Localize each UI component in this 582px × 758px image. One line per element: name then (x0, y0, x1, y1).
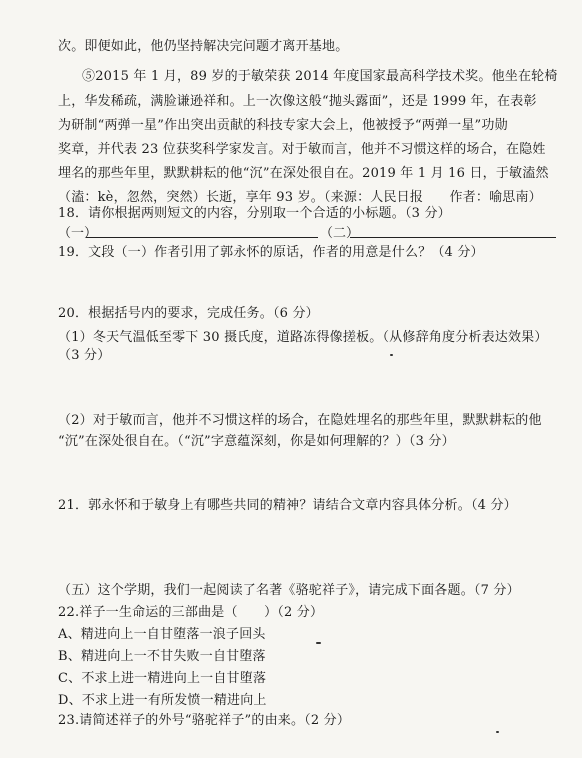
scan-speck (390, 354, 393, 356)
q22-option-b: B、精进向上一不甘失败一自甘堕落 (58, 649, 266, 664)
question-21: 21．郭永怀和于敏身上有哪些共同的精神？请结合文章内容具体分析。（4 分） (58, 498, 517, 513)
q20-part1-line2: （3 分） (58, 348, 111, 363)
passage-line-6: 埋名的那些年里，默默耕耘的他“沉”在深处很自在。2019 年 1 月 16 日，于敏溘然 (58, 166, 549, 181)
q18-blank1-line[interactable] (86, 237, 318, 238)
q18-blank2-label: （二） (320, 226, 360, 241)
q20-part1-line1: （1）冬天气温低至零下 30 摄氏度，道路冻得像搓板。（从修辞角度分析表达效果） (58, 330, 548, 345)
question-23: 23.请简述祥子的外号“骆驼祥子”的由来。（2 分） (58, 713, 351, 728)
q22-option-a: A、精进向上一自甘堕落一浪子回头 (58, 627, 266, 642)
passage-line-3: 上，华发稀疏，满脸谦逊祥和。上一次像这般“抛头露面”，还是 1999 年，在表彰 (58, 94, 537, 109)
q18-blank1-label: （一） (58, 226, 98, 241)
passage-line-1: 次。即便如此，他仍坚持解决完问题才离开基地。 (58, 39, 349, 54)
q20-part2-line2: “沉”在深处很自在。（“沉”字意蕴深刻，你是如何理解的？）（3 分） (58, 434, 455, 449)
question-18: 18．请你根据两则短文的内容，分别取一个合适的小标题。（3 分） (58, 206, 451, 221)
passage-line-4: 为研制“两弹一星”作出突出贡献的科技专家大会上，他被授予“两弹一星”功勋 (58, 118, 508, 133)
q22-option-c: C、不求上进一精进向上一自甘堕落 (58, 671, 267, 686)
q20-part2-line1: （2）对于敏而言，他并不习惯这样的场合，在隐姓埋名的那些年里，默默耕耘的他 (58, 413, 542, 428)
scan-speck (316, 642, 321, 644)
q18-answer-row (58, 222, 558, 242)
section-5-heading: （五）这个学期，我们一起阅读了名著《骆驼祥子》，请完成下面各题。（7 分） (58, 583, 520, 598)
passage-line-7: （溘：kè，忽然，突然）长逝，享年 93 岁。（来源：人民日报 作者：喻思南） (58, 190, 542, 205)
q22-option-d: D、不求上进一有所发愤一精进向上 (58, 693, 267, 708)
question-20: 20．根据括号内的要求，完成任务。（6 分） (58, 306, 319, 321)
passage-line-2: ⑤2015 年 1 月，89 岁的于敏荣获 2014 年度国家最高科学技术奖。他坐在轮椅 (82, 69, 558, 84)
question-19: 19．文段（一）作者引用了郭永怀的原话，作者的用意是什么？（4 分） (58, 245, 484, 260)
scan-speck (496, 731, 499, 733)
question-22: 22.祥子一生命运的三部曲是（ ）（2 分） (58, 605, 324, 620)
passage-line-5: 奖章，并代表 23 位获奖科学家发言。对于敏而言，他并不习惯这样的场合，在隐姓 (58, 142, 546, 157)
q18-blank2-line[interactable] (350, 237, 556, 238)
